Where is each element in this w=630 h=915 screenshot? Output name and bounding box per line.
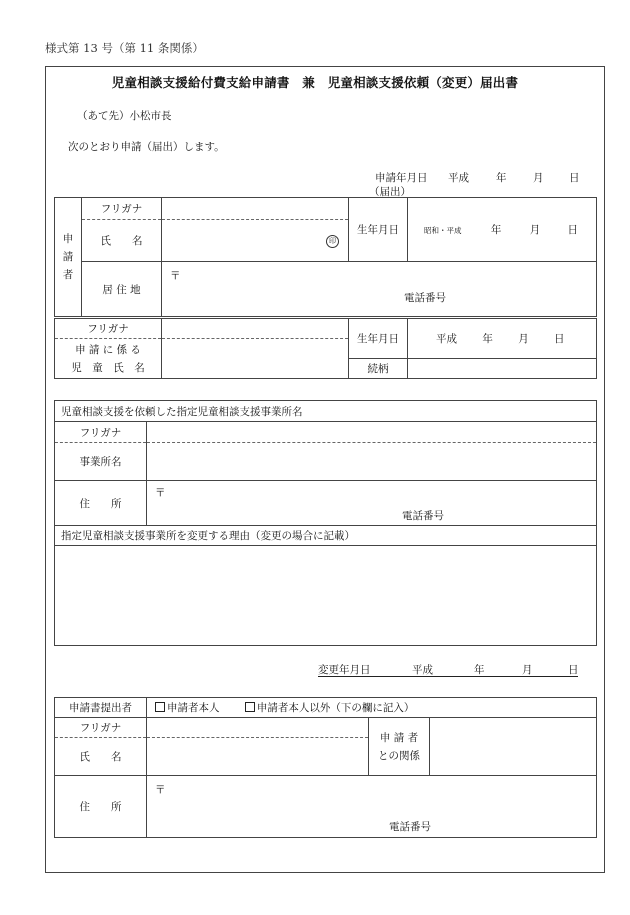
office-name-field[interactable] bbox=[147, 443, 597, 481]
submitter-relation-field[interactable] bbox=[430, 718, 597, 776]
applicant-birth-field[interactable] bbox=[408, 198, 597, 262]
submitter-furigana-field[interactable] bbox=[147, 718, 369, 738]
postal-mark-icon: 〒 bbox=[155, 784, 166, 796]
application-date-month: 月 bbox=[533, 172, 544, 184]
child-furigana-label: フリガナ bbox=[55, 319, 162, 339]
child-birth-era: 平成 bbox=[436, 333, 457, 345]
checkbox-icon bbox=[245, 702, 255, 712]
form-title: 児童相談支援給付費支給申請書 兼 児童相談支援依頼（変更）届出書 bbox=[111, 75, 519, 90]
submitter-name-label: 氏 名 bbox=[55, 738, 147, 776]
applicant-address-label: 居 住 地 bbox=[82, 262, 162, 317]
change-date-month: 月 bbox=[522, 664, 533, 676]
intro-text: 次のとおり申請（届出）します。 bbox=[68, 141, 225, 153]
child-birth-day: 日 bbox=[554, 333, 565, 345]
applicant-furigana-label: フリガナ bbox=[82, 198, 162, 220]
child-relation-label: 続柄 bbox=[349, 359, 408, 379]
applicant-birth-era: 昭和・平成 bbox=[424, 226, 462, 235]
applicant-birth-year: 年 bbox=[490, 224, 502, 236]
submitter-phone-label: 電話番号 bbox=[389, 821, 431, 833]
child-furigana-field[interactable] bbox=[162, 319, 349, 339]
child-table bbox=[54, 318, 597, 379]
applicant-side-label: 申 請 者 bbox=[55, 198, 82, 317]
form-number: 様式第 13 号（第 11 条関係） bbox=[45, 41, 204, 55]
postal-mark-icon: 〒 bbox=[170, 270, 181, 282]
application-date-sublabel: （届出） bbox=[369, 186, 411, 198]
child-relation-field[interactable] bbox=[408, 359, 597, 379]
submitter-furigana-label: フリガナ bbox=[55, 718, 147, 738]
office-furigana-label: フリガナ bbox=[55, 422, 147, 443]
child-name-label: 申 請 に 係 る 児 童 氏 名 bbox=[55, 339, 162, 379]
office-name-label: 事業所名 bbox=[55, 443, 147, 481]
submitter-relation-label: 申 請 者 との関係 bbox=[369, 718, 430, 776]
applicant-birth-day: 日 bbox=[567, 224, 579, 236]
submitter-options bbox=[147, 698, 597, 718]
child-name-field[interactable] bbox=[162, 339, 349, 379]
reason-field[interactable] bbox=[55, 546, 597, 646]
submitter-option-self[interactable] bbox=[155, 702, 220, 714]
office-address-label: 住 所 bbox=[55, 481, 147, 526]
applicant-birth-month: 月 bbox=[529, 224, 541, 236]
child-birth-year: 年 bbox=[482, 333, 493, 345]
applicant-furigana-field[interactable] bbox=[162, 198, 349, 220]
checkbox-icon bbox=[155, 702, 165, 712]
child-birth-month: 月 bbox=[518, 333, 529, 345]
submitter-name-field[interactable] bbox=[147, 738, 369, 776]
office-phone-label: 電話番号 bbox=[402, 510, 444, 522]
submitter-option-other[interactable] bbox=[245, 702, 415, 714]
option-self-label: 申請者本人 bbox=[167, 702, 220, 714]
postal-mark-icon: 〒 bbox=[155, 487, 166, 499]
applicant-table bbox=[54, 197, 597, 317]
addressee: （あて先）小松市長 bbox=[77, 110, 172, 122]
child-birth-label: 生年月日 bbox=[349, 319, 408, 359]
office-table bbox=[54, 400, 597, 646]
child-birth-field[interactable] bbox=[408, 319, 597, 359]
applicant-phone-label: 電話番号 bbox=[404, 292, 446, 304]
office-furigana-field[interactable] bbox=[147, 422, 597, 443]
application-date-year: 年 bbox=[496, 172, 507, 184]
submitter-label: 申請書提出者 bbox=[55, 698, 147, 718]
change-date-year: 年 bbox=[474, 664, 485, 676]
submitter-table bbox=[54, 697, 597, 838]
submitter-address-label: 住 所 bbox=[55, 776, 147, 838]
applicant-name-label: 氏 名 bbox=[82, 220, 162, 262]
change-date-day: 日 bbox=[568, 664, 579, 676]
applicant-birth-label: 生年月日 bbox=[349, 198, 408, 262]
office-header: 児童相談支援を依頼した指定児童相談支援事業所名 bbox=[55, 401, 597, 422]
applicant-name-field[interactable] bbox=[162, 220, 349, 262]
option-other-label: 申請者本人以外（下の欄に記入） bbox=[256, 702, 415, 714]
change-date-label: 変更年月日 bbox=[318, 664, 371, 676]
application-date-label: 申請年月日 bbox=[375, 172, 428, 184]
seal-icon: 印 bbox=[326, 235, 339, 248]
reason-header: 指定児童相談支援事業所を変更する理由（変更の場合に記載） bbox=[55, 526, 597, 546]
applicant-address-field[interactable] bbox=[162, 262, 597, 317]
office-address-field[interactable] bbox=[147, 481, 597, 526]
application-date-era: 平成 bbox=[448, 172, 469, 184]
submitter-address-field[interactable] bbox=[147, 776, 597, 838]
application-date-day: 日 bbox=[569, 172, 580, 184]
change-date-era: 平成 bbox=[412, 664, 433, 676]
